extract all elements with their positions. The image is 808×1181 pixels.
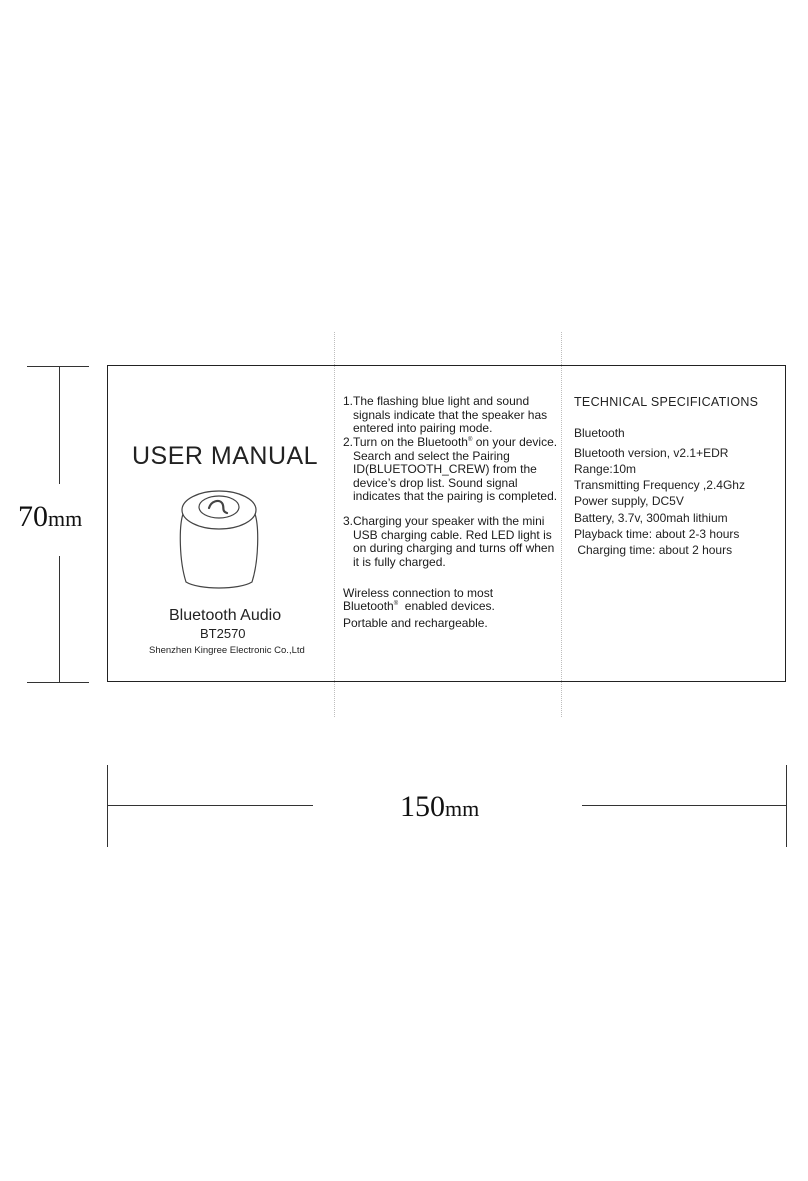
spec-item-2: Range:10m <box>574 462 637 476</box>
step-2-text-start: Turn on the Bluetooth <box>353 435 468 449</box>
spec-item-4: Power supply, DC5V <box>574 494 684 508</box>
registered-mark: ® <box>467 437 473 443</box>
width-dim-unit: mm <box>445 796 480 821</box>
width-dim-value: 150 <box>400 790 445 823</box>
wireless-registered-mark: ® <box>393 601 399 607</box>
height-dim-top-tick <box>27 366 89 367</box>
spec-item-1: Bluetooth version, v2.1+EDR <box>574 446 729 460</box>
step-1-number: 1. <box>343 394 354 408</box>
height-dim-line-lower <box>59 556 60 682</box>
spec-item-3: Transmitting Frequency ,2.4Ghz <box>574 478 745 492</box>
specs-heading: TECHNICAL SPECIFICATIONS <box>574 395 759 409</box>
product-name: Bluetooth Audio <box>169 607 282 624</box>
wireless-bluetooth: Bluetooth <box>343 599 394 613</box>
portable-line: Portable and rechargeable. <box>343 616 488 630</box>
height-dim-value: 70 <box>18 500 48 533</box>
manufacturer-name: Shenzhen Kingree Electronic Co.,Ltd <box>149 645 305 656</box>
wireless-line-1: Wireless connection to most <box>343 586 494 600</box>
step-3-text: Charging your speaker with the mini USB charging cable. Red LED light is on during charging and turns off when it is fully charged. <box>353 514 555 569</box>
speaker-illustration <box>177 488 261 592</box>
step-3-number: 3. <box>343 514 354 528</box>
height-dim-label <box>18 500 82 534</box>
instruction-step-3 <box>343 515 563 571</box>
width-dim-line-left <box>107 805 313 806</box>
step-1-text: The flashing blue light and sound signals indicate that the speaker has entered into pairing mode. <box>353 394 548 436</box>
specs-category: Bluetooth <box>574 426 625 440</box>
manual-title: USER MANUAL <box>132 442 319 470</box>
spec-item-5: Battery, 3.7v, 300mah lithium <box>574 511 728 525</box>
spec-item-7: Charging time: about 2 hours <box>574 543 733 557</box>
width-dim-right-tick <box>786 765 787 847</box>
width-dim-left-tick <box>107 765 108 847</box>
instruction-step-1 <box>343 395 563 437</box>
product-model: BT2570 <box>200 626 246 641</box>
height-dim-unit: mm <box>48 506 83 531</box>
width-dim-line-right <box>582 805 786 806</box>
wireless-line-2 <box>343 600 495 614</box>
height-dim-line-upper <box>59 366 60 484</box>
instruction-step-2 <box>343 436 563 518</box>
step-2-text-rest: on your device. Search and select the Pairing ID(BLUETOOTH_CREW) from the device’s drop list. Sound signal indicates that the pairing is completed. <box>353 435 558 504</box>
width-dim-label <box>400 790 479 824</box>
wireless-enabled-devices: enabled devices. <box>398 599 495 613</box>
spec-item-6: Playback time: about 2-3 hours <box>574 527 740 541</box>
step-2-text <box>353 436 563 504</box>
height-dim-bottom-tick <box>27 682 89 683</box>
step-2-number: 2. <box>343 435 354 449</box>
